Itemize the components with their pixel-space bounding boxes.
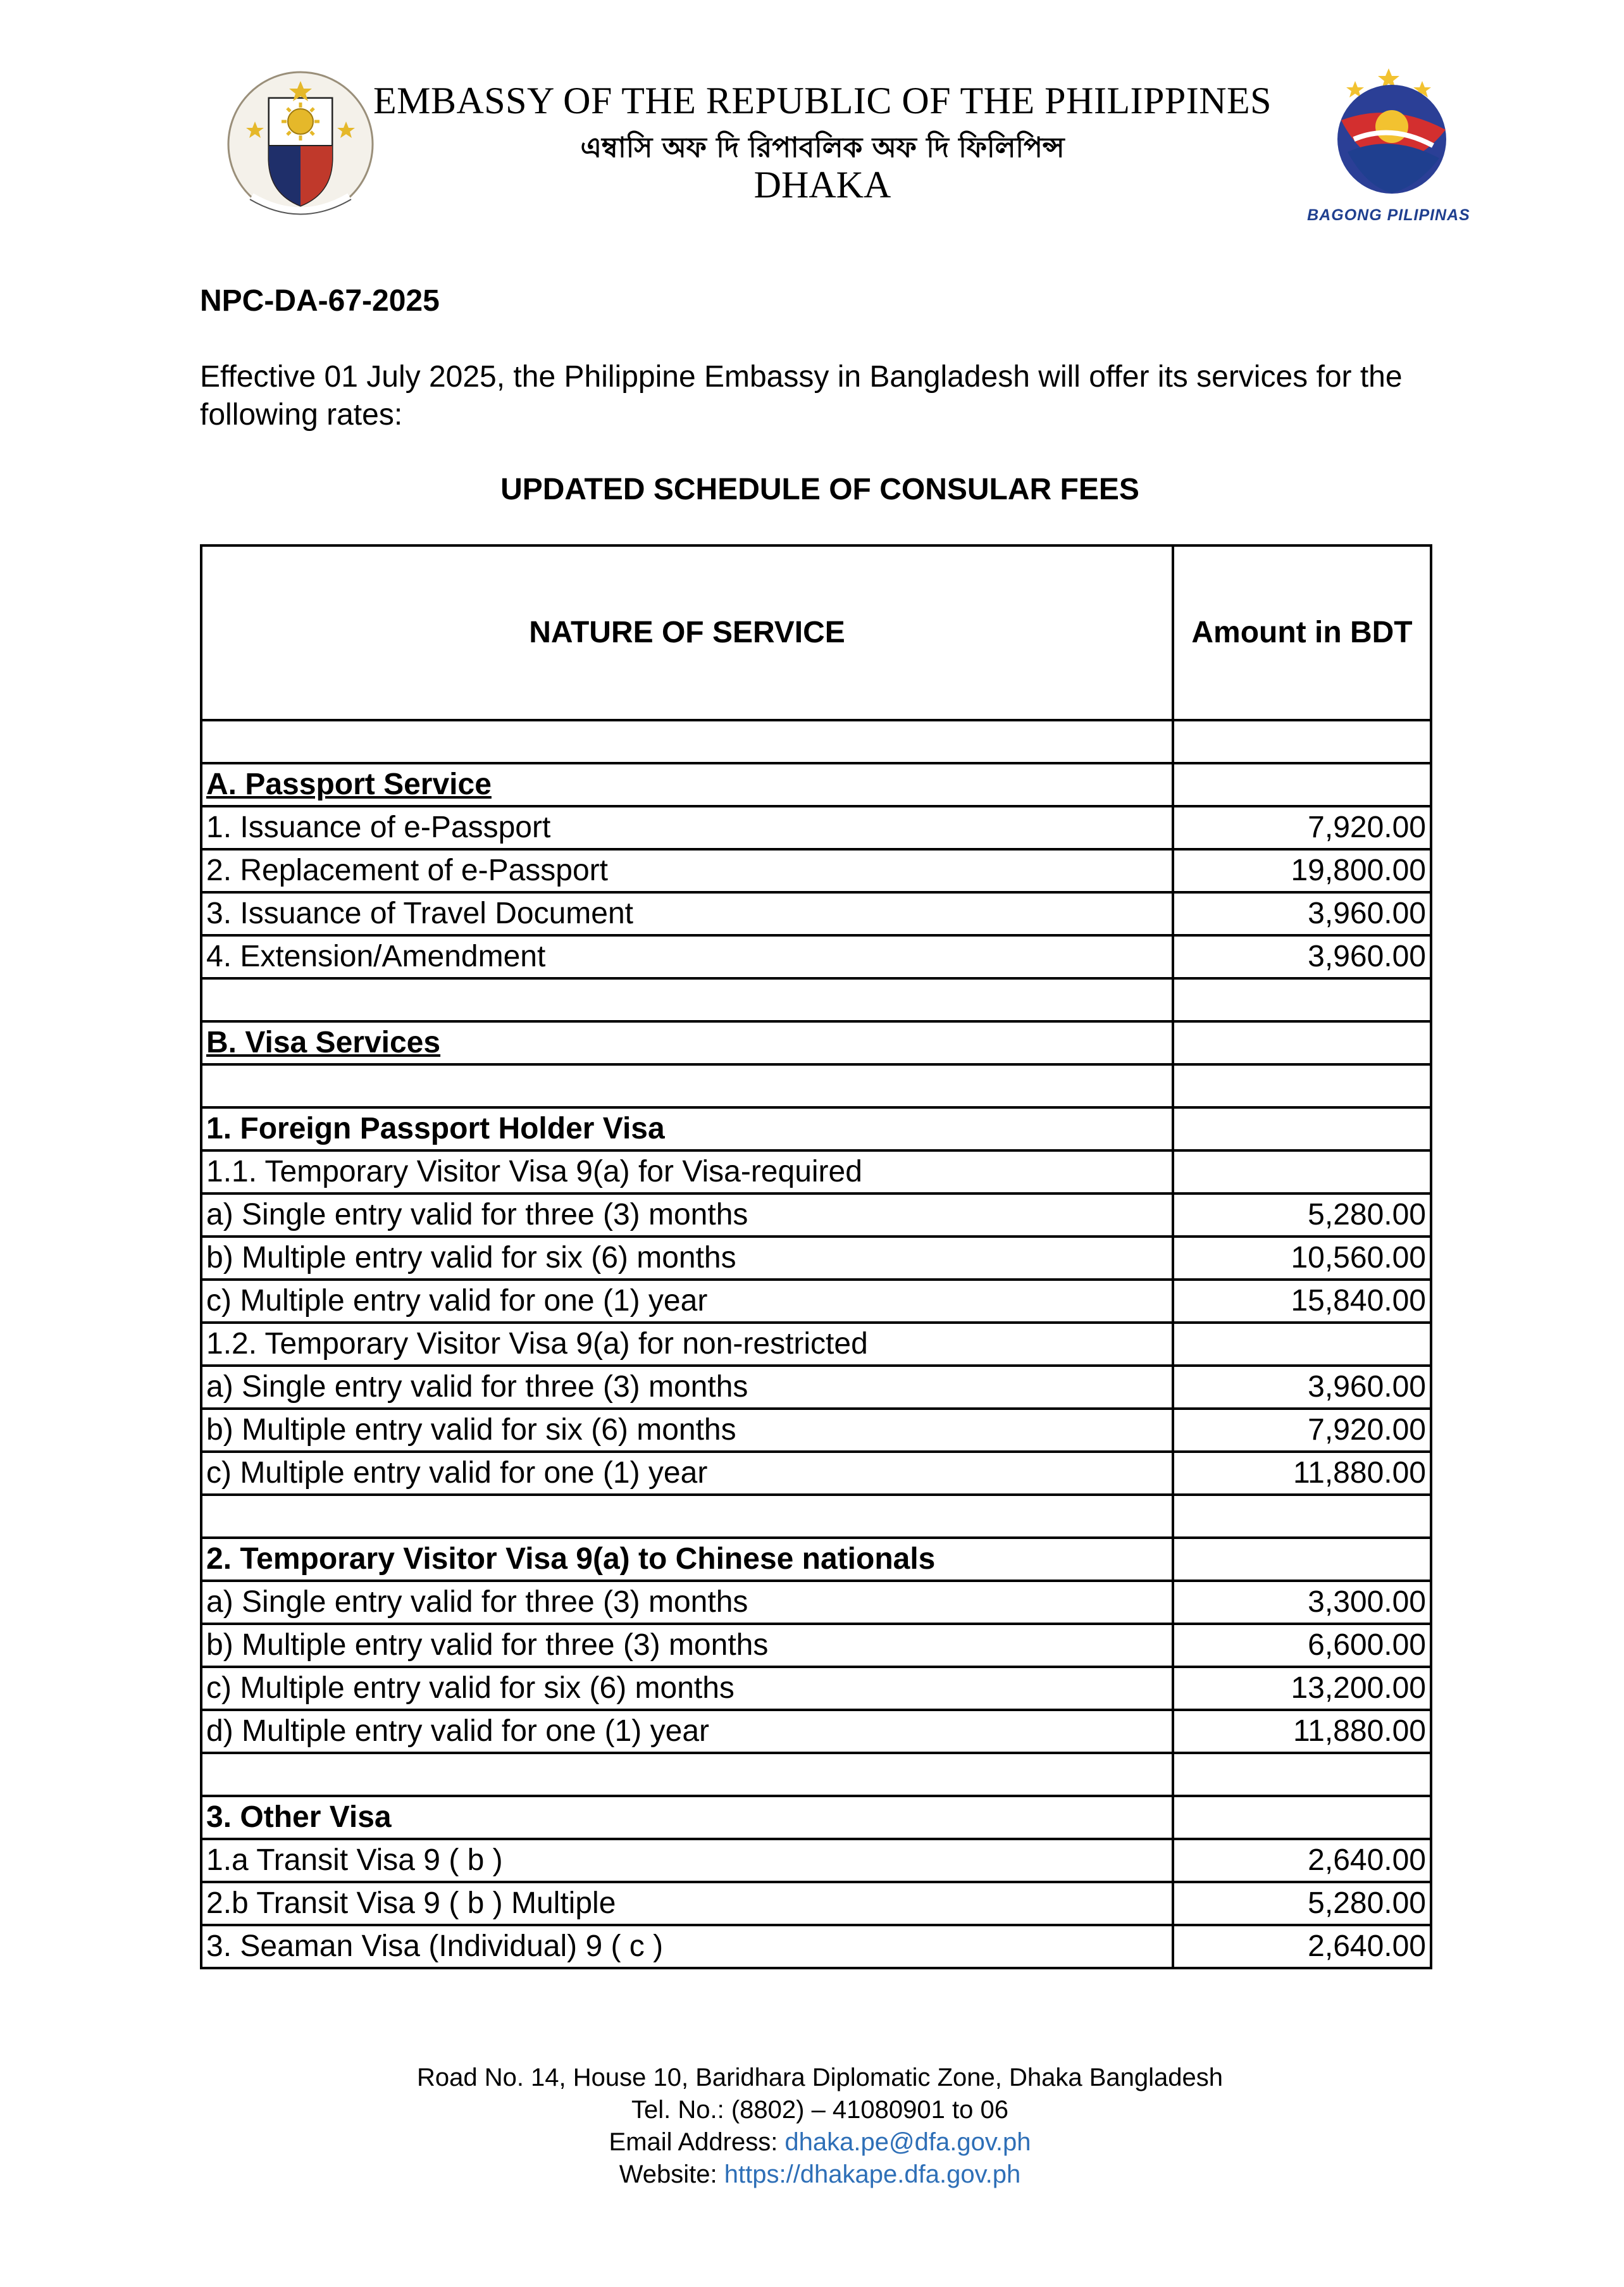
bagong-pilipinas-logo-text: BAGONG PILIPINAS — [1307, 206, 1470, 224]
service-amount: 19,800.00 — [1173, 849, 1431, 892]
table-row — [201, 1839, 1431, 1882]
table-row — [201, 1667, 1431, 1710]
table-row — [201, 1366, 1431, 1409]
table-row — [201, 935, 1431, 978]
table-row — [201, 1882, 1431, 1925]
subsection-row — [201, 1150, 1431, 1193]
section-title-passport: A. Passport Service — [201, 763, 1173, 806]
table-row — [201, 1624, 1431, 1667]
spacer-row — [201, 1495, 1431, 1538]
subsection-title: 2. Temporary Visitor Visa 9(a) to Chinese nationals — [201, 1538, 1173, 1581]
section-row — [201, 1021, 1431, 1064]
table-row — [201, 806, 1431, 849]
service-amount: 3,960.00 — [1173, 935, 1431, 978]
reference-number: NPC-DA-67-2025 — [200, 284, 440, 318]
service-amount: 15,840.00 — [1173, 1280, 1431, 1323]
bagong-pilipinas-logo — [1297, 63, 1480, 228]
service-label: a) Single entry valid for three (3) months — [201, 1366, 1173, 1409]
table-row — [201, 1452, 1431, 1495]
subsection-title: 1.1. Temporary Visitor Visa 9(a) for Visa-required — [201, 1150, 1173, 1193]
service-label: c) Multiple entry valid for six (6) months — [201, 1667, 1173, 1710]
service-amount: 3,300.00 — [1173, 1581, 1431, 1624]
service-amount: 3,960.00 — [1173, 1366, 1431, 1409]
service-amount: 11,880.00 — [1173, 1710, 1431, 1753]
table-row — [201, 1409, 1431, 1452]
service-label: 1.a Transit Visa 9 ( b ) — [201, 1839, 1173, 1882]
intro-paragraph: Effective 01 July 2025, the Philippine Embassy in Bangladesh will offer its services for the following rates: — [200, 360, 1403, 432]
service-amount: 13,200.00 — [1173, 1667, 1431, 1710]
service-label: c) Multiple entry valid for one (1) year — [201, 1280, 1173, 1323]
table-header-row — [201, 545, 1431, 720]
service-amount: 6,600.00 — [1173, 1624, 1431, 1667]
service-label: 3. Issuance of Travel Document — [201, 892, 1173, 935]
table-row — [201, 1710, 1431, 1753]
service-label: 4. Extension/Amendment — [201, 935, 1173, 978]
website-link[interactable]: https://dhakape.dfa.gov.ph — [724, 2160, 1021, 2188]
footer — [200, 2062, 1440, 2191]
column-header-amount: Amount in BDT — [1173, 545, 1431, 720]
consular-fees-table — [200, 544, 1432, 1969]
section-title-visa: B. Visa Services — [201, 1021, 1173, 1064]
footer-website-label: Website: — [619, 2160, 724, 2188]
footer-website-line — [200, 2159, 1440, 2191]
column-header-service: NATURE OF SERVICE — [201, 545, 1173, 720]
service-amount: 2,640.00 — [1173, 1925, 1431, 1968]
service-label: b) Multiple entry valid for six (6) months — [201, 1409, 1173, 1452]
subsection-row — [201, 1107, 1431, 1150]
embassy-city: DHAKA — [753, 164, 891, 206]
table-row — [201, 1581, 1431, 1624]
service-amount: 5,280.00 — [1173, 1193, 1431, 1237]
subsection-title: 3. Other Visa — [201, 1796, 1173, 1839]
schedule-title: UPDATED SCHEDULE OF CONSULAR FEES — [500, 473, 1139, 506]
spacer-row — [201, 1064, 1431, 1107]
footer-telephone: Tel. No.: (8802) – 41080901 to 06 — [631, 2096, 1008, 2124]
service-label: 2.b Transit Visa 9 ( b ) Multiple — [201, 1882, 1173, 1925]
spacer-row — [201, 720, 1431, 763]
subsection-row — [201, 1538, 1431, 1581]
subsection-title: 1. Foreign Passport Holder Visa — [201, 1107, 1173, 1150]
table-row — [201, 892, 1431, 935]
table-row — [201, 1193, 1431, 1237]
email-link[interactable]: dhaka.pe@dfa.gov.ph — [784, 2128, 1031, 2156]
service-label: b) Multiple entry valid for three (3) months — [201, 1624, 1173, 1667]
service-amount: 10,560.00 — [1173, 1237, 1431, 1280]
subsection-title: 1.2. Temporary Visitor Visa 9(a) for non-restricted — [201, 1323, 1173, 1366]
section-row — [201, 763, 1431, 806]
subsection-row — [201, 1323, 1431, 1366]
footer-email-line — [200, 2126, 1440, 2159]
service-label: b) Multiple entry valid for six (6) months — [201, 1237, 1173, 1280]
service-label: 1. Issuance of e-Passport — [201, 806, 1173, 849]
service-label: a) Single entry valid for three (3) months — [201, 1193, 1173, 1237]
table-row — [201, 849, 1431, 892]
subsection-row — [201, 1796, 1431, 1839]
service-label: a) Single entry valid for three (3) months — [201, 1581, 1173, 1624]
service-label: 2. Replacement of e-Passport — [201, 849, 1173, 892]
footer-address: Road No. 14, House 10, Baridhara Diplomatic Zone, Dhaka Bangladesh — [416, 2064, 1224, 2091]
service-label: c) Multiple entry valid for one (1) year — [201, 1452, 1173, 1495]
footer-email-label: Email Address: — [609, 2128, 785, 2156]
service-amount: 3,960.00 — [1173, 892, 1431, 935]
service-amount: 5,280.00 — [1173, 1882, 1431, 1925]
spacer-row — [201, 978, 1431, 1021]
embassy-title-english: EMBASSY OF THE REPUBLIC OF THE PHILIPPINES — [373, 80, 1272, 122]
embassy-title-bengali: এম্বাসি অফ দি রিপাবলিক অফ দি ফিলিপিন্স — [580, 132, 1065, 164]
service-amount: 11,880.00 — [1173, 1452, 1431, 1495]
service-amount: 7,920.00 — [1173, 1409, 1431, 1452]
service-amount: 2,640.00 — [1173, 1839, 1431, 1882]
service-label: 3. Seaman Visa (Individual) 9 ( c ) — [201, 1925, 1173, 1968]
spacer-row — [201, 1753, 1431, 1796]
table-row — [201, 1280, 1431, 1323]
table-row — [201, 1237, 1431, 1280]
philippine-seal-logo — [225, 63, 376, 229]
service-label: d) Multiple entry valid for one (1) year — [201, 1710, 1173, 1753]
table-row — [201, 1925, 1431, 1968]
service-amount: 7,920.00 — [1173, 806, 1431, 849]
